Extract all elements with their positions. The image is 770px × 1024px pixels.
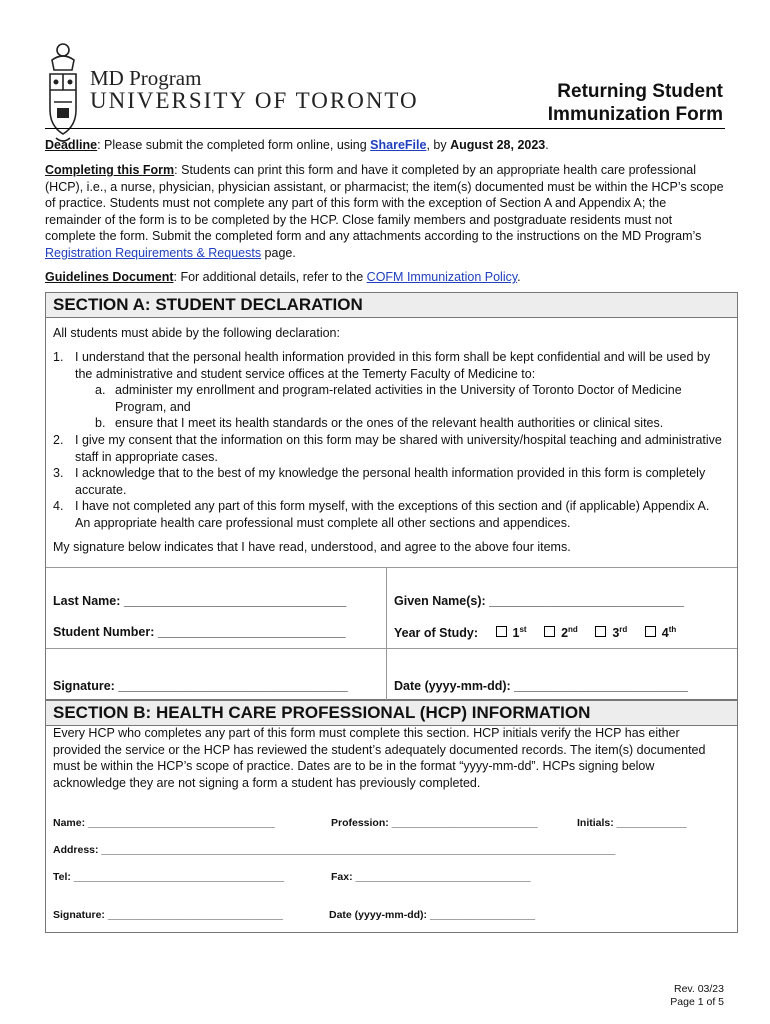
logo-program-text: MD Program: [90, 66, 202, 90]
year-3-checkbox[interactable]: [595, 626, 606, 637]
year-1-checkbox[interactable]: [496, 626, 507, 637]
deadline-date: August 28, 2023: [450, 138, 546, 152]
declaration-item-4: 4. I have not completed any part of this form myself, with the exceptions of this section and (if applicable) Appendix A. An appropriate health care professional must complete all other sections and appendices.: [53, 499, 710, 530]
guidelines-text: : For additional details, refer to the: [173, 270, 367, 284]
title-line-1: Returning Student: [557, 81, 723, 102]
declaration-item-1: 1. I understand that the personal health information provided in this form shall be kept confidential and will be used by the administrative and student service offices at the Temerty Faculty of Medicine to:: [53, 350, 711, 381]
cofm-policy-link[interactable]: COFM Immunization Policy: [366, 270, 518, 284]
hcp-profession-field[interactable]: Profession: _________________________: [331, 817, 538, 829]
declaration-item-1a: a. administer my enrollment and program-related activities in the University of Toronto Doctor of Medicine Program, and: [95, 383, 682, 414]
section-a-closing: My signature below indicates that I have read, understood, and agree to the above four items.: [53, 540, 571, 554]
declaration-item-2: 2. I give my consent that the information on this form may be shared with university/hospital teaching and administrative staff in appropriate cases.: [53, 432, 722, 464]
deadline-text: : Please submit the completed form online, using: [97, 138, 371, 152]
completing-text: : Students can print this form and have it completed by an appropriate health care professional (HCP), i.e., a nurse, physician, physician assistant, or pharmacist; the item(s) documented must be within the HCP’s scope of practice. Students must not complete any part of this form with the exception of Section A and Appendix A; the remainder of the form is to be completed by the HCP. Close family members and postgraduate residents must not complete the form. Submit the completed form and any attachments according to the instructions on the MD Program’s: [45, 163, 724, 244]
crest-icon: [42, 40, 84, 148]
last-name-field[interactable]: Last Name: ________________________________: [53, 594, 347, 608]
student-signature-field[interactable]: Signature: _________________________________: [53, 679, 348, 693]
completing-label: Completing this Form: [45, 163, 175, 177]
section-b-text: Every HCP who completes any part of this form must complete this section. HCP initials verify the HCP has either provided the service or the HCP has reviewed the student’s adequately documented records. The item(s) documented must be within the HCP’s scope of practice. Dates are to be in the format “yyyy-mm-dd”. HCPs signing below acknowledge they are not signing a form a student has previously completed.: [53, 726, 706, 790]
registration-requirements-link[interactable]: Registration Requirements & Requests: [45, 245, 262, 260]
deadline-paragraph: [45, 137, 725, 154]
hcp-fax-field[interactable]: Fax: ______________________________: [331, 871, 531, 883]
section-a: [45, 292, 738, 700]
header-divider: [45, 128, 725, 129]
page-number: Page 1 of 5: [670, 996, 724, 1008]
section-a-lead: All students must abide by the following declaration:: [53, 326, 340, 340]
hcp-initials-field[interactable]: Initials: ____________: [577, 817, 687, 829]
declaration-item-3: 3. I acknowledge that to the best of my knowledge the personal health information provided in this form is completely accurate.: [53, 466, 706, 497]
student-number-field[interactable]: Student Number: ___________________________: [53, 625, 346, 639]
sharefile-link[interactable]: ShareFile: [370, 138, 427, 152]
student-fields-top-rule: [46, 567, 737, 568]
section-b: [45, 700, 738, 933]
declaration-list: [53, 349, 723, 532]
year-4-checkbox[interactable]: [645, 626, 656, 637]
guidelines-paragraph: [45, 269, 725, 286]
section-a-heading: SECTION A: STUDENT DECLARATION: [46, 293, 737, 318]
year-of-study-field: Year of Study: 1st 2nd 3rd 4th: [394, 625, 677, 641]
hcp-address-field[interactable]: Address: ________________________________________________________________________________________: [53, 844, 616, 856]
hcp-name-field[interactable]: Name: ________________________________: [53, 817, 275, 829]
guidelines-label: Guidelines Document: [45, 270, 174, 284]
deadline-end: .: [545, 138, 549, 152]
student-fields-divider: [386, 567, 387, 700]
title-line-2: Immunization Form: [547, 104, 723, 125]
declaration-item-1b: b. ensure that I meet its health standards or the ones of the relevant health authorities or clinical sites.: [95, 416, 664, 431]
student-date-field[interactable]: Date (yyyy-mm-dd): _________________________: [394, 679, 688, 693]
hcp-date-field[interactable]: Date (yyyy-mm-dd): __________________: [329, 909, 536, 921]
logo-university-text: UNIVERSITY OF TORONTO: [90, 88, 419, 113]
hcp-signature-field[interactable]: Signature: ______________________________: [53, 909, 284, 921]
given-names-field[interactable]: Given Name(s): ____________________________: [394, 594, 684, 608]
section-b-heading: SECTION B: HEALTH CARE PROFESSIONAL (HCP) INFORMATION: [46, 701, 737, 726]
hcp-tel-field[interactable]: Tel: ____________________________________: [53, 871, 285, 883]
year-2-checkbox[interactable]: [544, 626, 555, 637]
deadline-mid: , by: [426, 138, 451, 152]
form-title: [548, 80, 723, 126]
guidelines-end: .: [517, 270, 521, 284]
revision-label: Rev. 03/23: [673, 983, 724, 995]
completing-end: page.: [261, 245, 296, 260]
student-fields-mid-rule: [46, 648, 737, 649]
page-footer: [670, 983, 724, 1009]
completing-paragraph: [45, 162, 725, 262]
year-of-study-label: Year of Study:: [394, 626, 479, 641]
deadline-label: Deadline: [45, 138, 98, 152]
